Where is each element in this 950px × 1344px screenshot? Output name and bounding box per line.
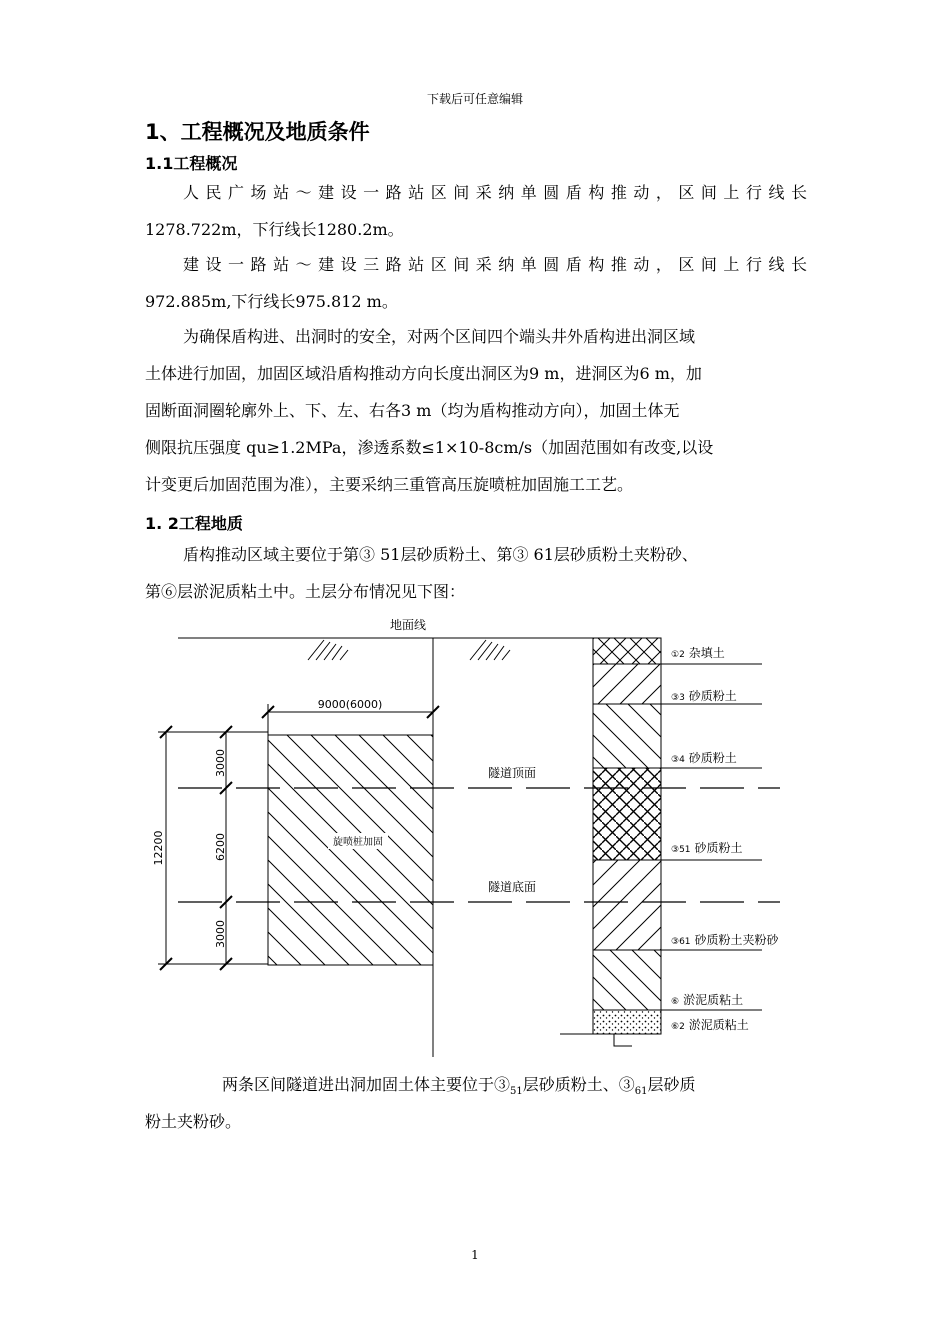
bottom-offset-dimension: 3000 <box>214 920 227 948</box>
heading-1: 1、工程概况及地质条件 <box>145 120 370 144</box>
layer-code: ③3 <box>671 693 685 703</box>
svg-text:③4砂质粉土 <box>671 750 737 765</box>
paragraph-4-line-2: 第⑥层淤泥质粘土中。土层分布情况见下图： <box>145 582 466 601</box>
paragraph-3-line-2: 土体进行加固，加固区域沿盾构推动方向长度出洞区为9 m，进洞区为6 m，加 <box>145 364 702 383</box>
paragraph-3-line-5: 计变更后加固范围为准），主要采纳三重管高压旋喷桩加固施工工艺。 <box>145 475 634 494</box>
paragraph-3-line-3: 固断面洞圈轮廓外上、下、左、右各3 m（均为盾构推动方向），加固土体无 <box>145 401 680 420</box>
layer-name: 砂质粉土 <box>694 841 743 855</box>
paragraph-3-line-1: 为确保盾构进、出洞时的安全，对两个区间四个端头井外盾构进出洞区域 <box>183 327 696 346</box>
header-note: 下载后可任意编辑 <box>426 92 523 106</box>
svg-text:①2杂填土 <box>671 645 725 660</box>
tunnel-bottom-label: 隧道底面 <box>488 880 537 894</box>
page-number: 1 <box>471 1248 479 1262</box>
svg-text:③3砂质粉土 <box>671 688 737 703</box>
layer-code: ①2 <box>671 650 685 660</box>
ground-line-label: 地面线 <box>390 618 427 632</box>
tunnel-height-dimension: 6200 <box>214 833 227 861</box>
layer-name: 砂质粉土 <box>688 751 737 765</box>
zone-label: 旋喷桩加固 <box>333 837 383 848</box>
layer-code: ③61 <box>671 937 691 947</box>
paragraph-3-line-4: 侧限抗压强度 qu≥1.2MPa，渗透系数≤1×10-8cm/s（加固范围如有改变,以设 <box>145 438 714 457</box>
paragraph-5-line-1: 两条区间隧道进出洞加固土体主要位于$③_{51}$层砂质粉土、$③_{61}$层砂质 <box>222 1075 696 1098</box>
svg-text:③61砂质粉土夹粉砂 <box>671 932 780 947</box>
layer-name: 淤泥质粘土 <box>688 1018 749 1032</box>
top-offset-dimension: 3000 <box>214 749 227 777</box>
layer-code: ⑥ <box>671 997 680 1007</box>
svg-text:⑥淤泥质粘土 <box>671 992 743 1007</box>
paragraph-4-line-1: 盾构推动区域主要位于第③ 51层砂质粉土、第③ 61层砂质粉土夹粉砂、 <box>183 545 698 564</box>
paragraph-1-line-1: 人民广场站～建设一路站区间采纳单圆盾构推动，区间上行线长 <box>183 183 807 202</box>
soil-column <box>593 638 661 1034</box>
width-dimension: 9000(6000) <box>317 698 383 711</box>
layer-name: 砂质粉土 <box>688 689 737 703</box>
svg-text:⑥2淤泥质粘土 <box>671 1017 749 1032</box>
tunnel-top-label: 隧道顶面 <box>488 766 537 780</box>
section-1-2-title: 1. 2工程地质 <box>145 514 243 533</box>
paragraph-1-line-2: 1278.722m，下行线长1280.2m。 <box>145 220 404 239</box>
paragraph-5-line-2: 粉土夹粉砂。 <box>145 1112 242 1131</box>
paragraph-2-line-1: 建设一路站～建设三路站区间采纳单圆盾构推动，区间上行线长 <box>183 255 807 274</box>
svg-text:③51砂质粉土 <box>671 840 743 855</box>
layer-name: 杂填土 <box>688 646 725 660</box>
layer-code: ③51 <box>671 845 691 855</box>
layer-code: ⑥2 <box>671 1022 685 1032</box>
layer-name: 淤泥质粘土 <box>683 993 744 1007</box>
layer-name: 砂质粉土夹粉砂 <box>694 933 779 947</box>
layer-code: ③4 <box>671 755 685 765</box>
ground-hatch-icon <box>308 640 510 660</box>
jet-grouting-zone <box>268 735 433 965</box>
total-dimension: 12200 <box>152 830 165 866</box>
geological-section-diagram <box>140 612 790 1062</box>
paragraph-2-line-2: 972.885m,下行线长975.812 m。 <box>145 292 398 311</box>
section-1-1-title: 1.1工程概况 <box>145 154 238 173</box>
